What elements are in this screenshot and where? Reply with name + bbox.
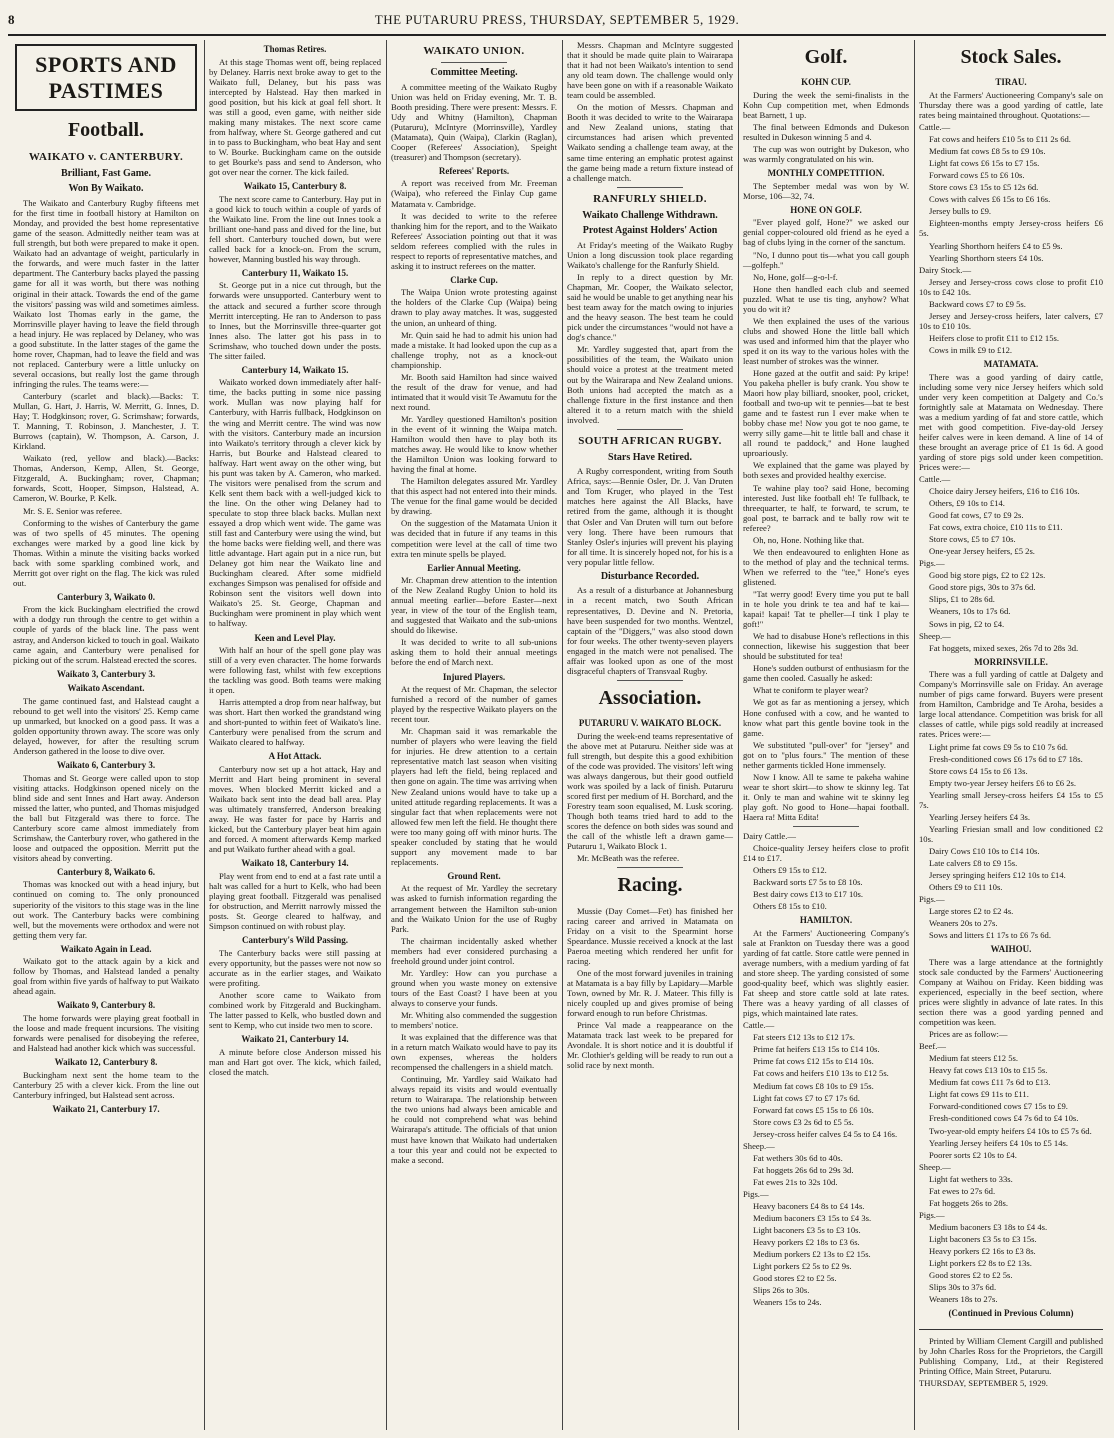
list-heading: Pigs.— bbox=[743, 1188, 769, 1199]
paragraph: We got as far as mentioning a jersey, which Hone confused with a cow, and he wanted to know what part this gentle bovine took in the game. bbox=[743, 697, 909, 738]
paragraph: At Friday's meeting of the Waikato Rugby Union a long discussion took place regarding Waikato's challenge for the Ranfurly Shield. bbox=[567, 239, 733, 270]
paragraph: At the request of Mr. Yardley the secretary was asked to furnish information regarding the arrangement between the Hamilton sub-union and the Waikato Union for the use of Rugby Park. bbox=[391, 883, 557, 934]
paragraph: From the kick Buckingham electrified the crowd with a dodgy run through the centre to get within a couple of yards of the black line. The pass went astray, and Anderson kicked to touch in goal. Waikato came again, and Canterbury were penalised for picking out of the scrum. Halstead erected the scores. bbox=[13, 604, 199, 665]
price-line: Heavy porkers £2 18s to £3 6s. bbox=[753, 1237, 860, 1248]
price-line: Others £9 to £11 10s. bbox=[929, 882, 1003, 893]
paragraph: St. George put in a nice cut through, but the forwards were unsupported. Canterbury went to the attack and secured a further score through Merritt intercepting. He ran to Anderson to pass to Innes, but the Morrinsville three-quarter got Innes also. The latter got his pass in to Scrimshaw, who touched down under the posts. The sitter failed. bbox=[209, 280, 381, 361]
paragraph: With half an hour of the spell gone play was still of a very even character. The home forwards were following fast, whilst with few exceptions the tackling was good. Both teams were making it open. bbox=[209, 645, 381, 696]
column-rule bbox=[914, 40, 915, 1430]
price-line: Fat hoggets, mixed sexes, 26s 7d to 28s 3d. bbox=[929, 642, 1079, 653]
subheading: Referees' Reports. bbox=[438, 165, 510, 176]
article-subtitle: Waikato Challenge Withdrawn. bbox=[582, 209, 718, 221]
price-line: Jersey and Jersey-cross cows close to profit £10 10s to £42 10s. bbox=[919, 276, 1103, 297]
paragraph: There was a good yarding of dairy cattle, including some very nice Jersey heifers which sold under very keen competition at Dalgety and Co.'s fortnightly sale at Matamata on Wednesday. There was a medium yarding of fat and store cattle, which met with good competition. Five-day-old Jersey heifer calves were in keen demand. A line of 14 of these brought an average price of £1 1s 6d. A good yarding of store pigs sold under keen competition. Prices were:— bbox=[919, 371, 1103, 472]
paragraph: A report was received from Mr. Freeman (Waipa), who refereed the Finlay Cup game Matamata v. Cambridge. bbox=[391, 178, 557, 209]
paragraph: Mr. Yardley questioned Hamilton's position in the event of it winning the Waipa match. Hamilton would then have to play both its matches away. He would like to know whether the Hamilton Union was looking forward to having the final at home. bbox=[391, 413, 557, 475]
price-line: Late calvers £8 to £9 15s. bbox=[929, 857, 1018, 868]
paragraph: Waikato (red, yellow and black).—Backs: Thomas, Anderson, Kemp, Allen, St. George, Fitzgerald, A. Buckingham; rover, Chapman; forwards, Scott, Hooper, Simpson, Halstead, A. Cameron, W. Bourke, P. Kelk. bbox=[13, 453, 199, 504]
subheading: Clarke Cup. bbox=[450, 274, 498, 285]
subheading: WAIHOU. bbox=[990, 944, 1032, 955]
score-line: Canterbury 14, Waikato 15. bbox=[241, 364, 349, 375]
paragraph: At the request of Mr. Chapman, the selector furnished a record of the number of games played by the respective Waikato players on the recent tour. bbox=[391, 684, 557, 725]
imprint-block bbox=[919, 1329, 1103, 1388]
price-line: Good stores £2 to £2 5s. bbox=[753, 1273, 837, 1284]
price-line: Eighteen-months empty Jersey-cross heifers £6 5s. bbox=[919, 218, 1103, 239]
paragraph: There was a full yarding of cattle at Dalgety and Company's Morrinsville sale on Friday. An average number of pigs came forward. Buyers were present from Hamilton, Cambridge and Te Aroha, besides a large local attendance. Competition was brisk for all classes of cattle, while pigs sold readily at increased rates. Prices were:— bbox=[919, 669, 1103, 740]
subheading: Waikato Again in Lead. bbox=[60, 943, 152, 954]
price-line: Choice-quality Jersey heifers close to profit £14 to £17. bbox=[743, 843, 909, 864]
price-line: Heavy baconers £4 8s to £4 14s. bbox=[753, 1201, 865, 1211]
masthead bbox=[8, 6, 1106, 36]
score-line: Waikato 3, Canterbury 3. bbox=[56, 668, 156, 679]
price-line: Prime fat cows £12 15s to £14 10s. bbox=[753, 1056, 874, 1067]
price-line: Good big store pigs, £2 to £2 12s. bbox=[929, 570, 1046, 581]
price-line: Medium fat cows £11 7s 6d to £13. bbox=[929, 1077, 1051, 1088]
list-heading: Cattle.— bbox=[919, 473, 951, 484]
price-line: Sows in pig, £2 to £4. bbox=[929, 618, 1005, 629]
price-line: Light baconers £3 5s to £3 10s. bbox=[753, 1225, 861, 1236]
subheading: Injured Players. bbox=[442, 671, 506, 682]
paragraph: The Hamilton delegates assured Mr. Yardley that this aspect had not entered into their minds. The venue for the final game would be decided by drawing. bbox=[391, 476, 557, 517]
price-line: Fat steers £12 13s to £12 17s. bbox=[753, 1032, 855, 1043]
price-line: Light fat cows £7 to £7 17s 6d. bbox=[753, 1092, 860, 1103]
paragraph: The Canterbury backs were still passing at every opportunity, but the passes were not now so accurate as in the earlier stages, and Waikato were profiting. bbox=[209, 947, 381, 988]
column-rule bbox=[738, 40, 739, 1430]
price-line: Fat hoggets 26s 6d to 29s 3d. bbox=[753, 1164, 854, 1175]
price-line: Forward-conditioned cows £7 15s to £9. bbox=[929, 1101, 1068, 1112]
paragraph: During the week the semi-finalists in the Kohn Cup competition met, when Edmonds beat Barnett, 1 up. bbox=[743, 89, 909, 120]
paragraph: Hone gazed at the outfit and said: Py kripe! You pakeha pheller is bufy crank. You show te Maori how play billiard, snooker, pool, cricket, football and two-up wit te pennies—bat te best game and te fastest run I ever make when te bobby chase me! Now you got te noo game, te werry silly game—hit te little ball and chase it all round te paddock," and Hone laughed uproariously. bbox=[743, 368, 909, 459]
paragraph: Mr. Whiting also commended the suggestion to members' notice. bbox=[391, 1009, 557, 1031]
subheading: Ground Rent. bbox=[447, 870, 501, 881]
price-line: Light fat wethers to 33s. bbox=[929, 1173, 1013, 1184]
price-line: Jersey-cross heifer calves £4 5s to £4 16s. bbox=[753, 1128, 898, 1139]
score-line: Waikato 21, Canterbury 14. bbox=[241, 1034, 349, 1045]
list-heading: Sheep.— bbox=[919, 630, 951, 641]
paragraph: On the suggestion of the Matamata Union it was decided that in future if any teams in this competition were level at the call of time two extra ten minute spells be played. bbox=[391, 518, 557, 559]
score-line: Canterbury 11, Waikato 15. bbox=[241, 267, 349, 278]
price-line: One-year Jersey heifers, £5 2s. bbox=[929, 546, 1035, 557]
price-line: Backward cows £7 to £9 5s. bbox=[929, 298, 1026, 309]
paragraph: The September medal was won by W. Morse, 106—32, 74. bbox=[743, 180, 909, 201]
subheading: Waikato Ascendant. bbox=[67, 683, 145, 694]
page-number: 8 bbox=[8, 12, 15, 27]
subheading: HONE ON GOLF. bbox=[790, 204, 862, 215]
paragraph: We substituted "pull-over" for "jersey" and got on to "plus fours." The mention of these nether garments tickled Hone immensely. bbox=[743, 739, 909, 770]
paragraph: Waikato worked down immediately after half-time, the backs putting in some nice passing work. Mullan was now playing half for Canterbury, with Harris fullback, Hodgkinson on the wing and Merritt centre. The wind was now with the visitors. Canterbury made an incursion into Waikato's territory through a clever kick by Harris, but Bourke and Halstead cleared to halfway. Hart went away on the other wing, but his punt was taken by A. Cameron, who marked. The visitors were penalised from the scrum and Kelk sent them back with a well-judged kick to the line. On the other wing Delaney had to speculate to stop three black backs. Mullan next essayed a drop which went wide. The game was still fast and Canterbury were using the wind, but the home backs were fielding well, and there was little advantage. Hart again put in a nice run, but Delaney got him near the Waikato line and Buckingham cleared. After some midfield exchanges Simpson was penalised for offside and Robinson sent the visitors well down into Waikato's 25. St. George, Chapman and Buckingham were prominent in play which went to halfway. bbox=[209, 377, 381, 629]
paragraph: Another score came to Waikato from combined work by Fitzgerald and Buckingham. The latter passed to Kelk, who bustled down and sent to Kemp, who cut inside two men to score. bbox=[209, 989, 381, 1031]
list-heading: Pigs.— bbox=[919, 558, 945, 569]
paragraph: The game continued fast, and Halstead caught a rebound to get well into the visitors' 25. Kemp came up unmarked, but knocked on a good pass. It was a golden opportunity thrown away. The score was only delayed, however, for after the resulting scrum Anderson gathered in the loose to dive over. bbox=[13, 695, 199, 756]
paragraph: We then explained the uses of the various clubs and showed Hone the little ball which was used and informed him that the player who sped it on its way to the various holes with the least number of strokes was the winner. bbox=[743, 315, 909, 366]
newspaper-title: THE PUTARURU PRESS, THURSDAY, SEPTEMBER 5, 1929. bbox=[374, 12, 740, 27]
price-line: Slips, £1 to 28s 6d. bbox=[929, 594, 995, 605]
score-line: Canterbury 8, Waikato 6. bbox=[56, 866, 156, 877]
score-line: Waikato 21, Canterbury 17. bbox=[52, 1103, 160, 1114]
subheading: HAMILTON. bbox=[799, 915, 853, 926]
list-heading: Beef.— bbox=[919, 1041, 946, 1052]
price-line: Forward cows £5 to £6 10s. bbox=[929, 170, 1025, 181]
divider bbox=[617, 187, 683, 188]
price-line: Yearling small Jersey-cross heifers £4 15s to £5 7s. bbox=[919, 789, 1103, 810]
subheading: Earlier Annual Meeting. bbox=[427, 562, 521, 573]
paragraph: The final between Edmonds and Dukeson resulted in Dukeson winning 5 and 4. bbox=[743, 122, 909, 143]
score-line: Waikato 18, Canterbury 14. bbox=[241, 858, 349, 869]
paragraph: Mr. Quin said he had to admit his union had made a mistake. It had looked upon the cup as a challenge trophy, not as a knock-out championship. bbox=[391, 329, 557, 370]
paragraph: Mr. Yardley: How can you purchase a ground when you waste money on extensive tours of the East Coast? I have been at you always to conserve your funds. bbox=[391, 967, 557, 1008]
paragraph: At the Farmers' Auctioneering Company's sale at Frankton on Tuesday there was a good yarding of fat cattle. Store cattle were penned in average numbers, with a medium yarding of fat and store sheep. The yarding consisted of some good-quality beef, which was slightly easier. Fat sheep and store cattle sold at late rates. There was a heavy yarding of all classes of pigs, which maintained late rates. bbox=[743, 927, 909, 1019]
price-line: Medium baconers £3 15s to £4 3s. bbox=[753, 1213, 872, 1224]
paragraph: There was a large attendance at the fortnightly stock sale conducted by the Farmers' Auctioneering Company at Waihou on Friday. Keen bidding was experienced, especially in the beef section, where prices were slightly in advance of late rates. In this section there was a good yarding penned and competition was keen. bbox=[919, 956, 1103, 1028]
paragraph: Te wahine play too? said Hone, becoming interested. Just like football eh! Te fullback, te threequarter, te half, te forward, te scrum, te goal post, te barrack and te bally row wit te referee? bbox=[743, 482, 909, 533]
column-rule bbox=[386, 40, 387, 1430]
match-result: Won By Waikato. bbox=[68, 183, 144, 195]
price-line: Sows and litters £1 17s to £6 7s 6d. bbox=[929, 930, 1051, 941]
paragraph: "Tat werry good! Every time you put te ball in te hole you drink te tea and haf te kai—kapai! kapai! Tat te pheller—I tink I play te goft!" bbox=[743, 589, 909, 630]
subheading: MORRINSVILLE. bbox=[974, 656, 1048, 667]
paragraph: Mussie (Day Comet—Fet) has finished her racing career and arrived in Matamata on Friday on a visit to the Spearmint horse Speardance. Mussie received a knock at the last Paeroa meeting which rendered her unfit for racing. bbox=[567, 905, 733, 966]
price-line: Weaners 20s to 27s. bbox=[929, 918, 998, 929]
column-waikato-union bbox=[388, 40, 560, 1430]
score-line: Waikato 15, Canterbury 8. bbox=[243, 181, 347, 192]
section-title: SPORTS AND PASTIMES bbox=[15, 44, 197, 111]
paragraph: Oh, no, Hone. Nothing like that. bbox=[753, 534, 864, 545]
paragraph: The Waikato and Canterbury Rugby fifteens met for the first time in football history at Hamilton on Monday, and provided the best home representative game of the season. Admittedly neither team was at full strength, but both were prepared to make it open. Waikato had an advantage of weight, particularly in the forwards, and were much faster in the latter department. The Canterbury backs played the passing game for all it was worth, but there was nothing original in their attack. Towards the end of the game the visitors' passing was wild and sometimes aimless. Waikato lost Thomas early in the game, the Morrinsville player having to leave the field through a head injury. He was replaced by Delaney, who was a good substitute. In the latter stages of the game the home rover, Chapman, had to leave the field and was not replaced. Canterbury were a little unlucky on several occasions, but really lost the game through infringing the rules. The teams were:— bbox=[13, 198, 199, 389]
paragraph: Conforming to the wishes of Canterbury the game was of two spells of 45 minutes. The opening exchanges were marked by a good line kick by Thomas. Within a minute the visiting backs worked back with some sparkling combined work, and Merritt got over right on the flag. The kick was ruled out. bbox=[13, 517, 199, 588]
subheading: Canterbury's Wild Passing. bbox=[242, 935, 348, 946]
article-subtitle: Protest Against Holders' Action bbox=[582, 225, 718, 237]
subheading: TIRAU. bbox=[995, 77, 1027, 88]
paragraph: It was decided to write to the referee thanking him for the report, and to the Waikato Referees' Association pointing out that it was seldom referees complied with the rules in respect to reports of representative matches, and asking it to instruct referees on the matter. bbox=[391, 210, 557, 271]
imprint-date: THURSDAY, SEPTEMBER 5, 1929. bbox=[919, 1377, 1048, 1388]
column-rule bbox=[204, 40, 205, 1430]
price-line: Others, £9 10s to £14. bbox=[929, 498, 1005, 509]
price-line: Medium fat steers £12 5s. bbox=[929, 1053, 1019, 1064]
divider bbox=[617, 680, 683, 681]
divider bbox=[617, 867, 683, 868]
price-line: Dairy Cows £10 10s to £14 10s. bbox=[929, 845, 1040, 856]
paragraph: We had to disabuse Hone's reflections in this connection, likewise his suggestion that beer should be substituted for tea! bbox=[743, 631, 909, 662]
paragraph: Hone's sudden outburst of enthusiasm for the game then cooled. Casually he asked: bbox=[743, 663, 909, 684]
price-line: Others £8 15s to £10. bbox=[753, 901, 827, 912]
subheading: PUTARURU V. WAIKATO BLOCK. bbox=[578, 718, 722, 729]
paragraph: Mr. McBeath was the referee. bbox=[577, 853, 680, 864]
list-heading: Dairy Stock.— bbox=[919, 264, 972, 275]
paragraph: "No, I dunno pout tis—what you call gouph—golfeph." bbox=[743, 249, 909, 270]
price-line: Backward sorts £7 5s to £8 10s. bbox=[753, 877, 863, 888]
price-line: Fat ewes to 27s 6d. bbox=[929, 1185, 996, 1196]
list-heading: Cattle.— bbox=[743, 1020, 775, 1031]
paragraph: Play went from end to end at a fast rate until a halt was called for a hurt to Kelk, who had been playing great football. Fitzgerald was penalised for obstruction, and Merritt narrowly missed the posts. St. George cleared to halfway, and Simpson continued on with robust play. bbox=[209, 870, 381, 932]
list-heading: Sheep.— bbox=[743, 1140, 775, 1151]
paragraph: Mr. Chapman said it was remarkable the number of players who were leaving the field for injuries. He drew attention to a certain representative match last season when visiting players had left the field, being replaced and then gone on again. The time was arriving when New Zealand unions would have to take up a united attitude regarding replacements. It was a singular fact that when replacements were not allowed few men left the field. He thought there were too many going off with minor hurts. The speaker concluded by stating that he would support any movement made to bar replacements. bbox=[391, 726, 557, 867]
imprint: Printed by William Clement Cargill and published by John Charles Ross for the Proprietors, the Cargill Publishing Company, Ltd., at their Registered Printing Office, Main Street, Putaruru. bbox=[919, 1335, 1103, 1376]
section-heading: Golf. bbox=[804, 46, 848, 68]
subheading: A Hot Attack. bbox=[268, 751, 322, 762]
article-subtitle: Disturbance Recorded. bbox=[600, 570, 700, 582]
price-line: Store cows £4 15s to £6 13s. bbox=[929, 765, 1028, 776]
price-line: Light baconers £3 5s to £3 15s. bbox=[929, 1233, 1037, 1244]
paragraph: Thomas was knocked out with a head injury, but continued on coming to. The only pronounced superiority of the visitors to this stage was in the line out work. The Canterbury backs were combining well, but the movements were orthodox and were not getting them very far. bbox=[13, 879, 199, 940]
list-heading: Dairy Cattle.— bbox=[743, 831, 796, 842]
paragraph: The cup was won outright by Dukeson, who was warmly congratulated on his win. bbox=[743, 144, 909, 165]
price-line: Jersey and Jersey-cross heifers, later calvers, £7 10s to £10 10s. bbox=[919, 310, 1103, 331]
subheading: MATAMATA. bbox=[983, 358, 1039, 369]
article-title: WAIKATO UNION. bbox=[423, 45, 525, 57]
price-line: Store cows, £5 to £7 10s. bbox=[929, 534, 1016, 545]
price-line: Light fat cows £6 15s to £7 15s. bbox=[929, 158, 1040, 169]
price-line: Choice dairy Jersey heifers, £16 to £16 10s. bbox=[929, 486, 1080, 497]
price-line: Jersey springing heifers £12 10s to £14. bbox=[929, 870, 1066, 881]
column-golf bbox=[740, 40, 912, 1430]
subheading: Keen and Level Play. bbox=[254, 632, 336, 643]
price-line: Store cows £3 15s to £5 12s 6d. bbox=[929, 182, 1039, 193]
subheading: MONTHLY COMPETITION. bbox=[767, 168, 885, 179]
price-line: Slips 30s to 37s 6d. bbox=[929, 1282, 997, 1293]
article-subtitle: Stars Have Retired. bbox=[608, 451, 692, 463]
paragraph: We then endeavoured to enlighten Hone as to the method of play and the technical terms. When we referred to the "tee," Hone's eyes glistened. bbox=[743, 546, 909, 587]
divider bbox=[617, 429, 683, 430]
list-heading: Cattle.— bbox=[919, 122, 951, 133]
price-line: Weaners, 10s to 17s 6d. bbox=[929, 606, 1011, 617]
price-line: Medium baconers £3 18s to £4 4s. bbox=[929, 1221, 1048, 1232]
column-football bbox=[10, 40, 202, 1430]
price-line: Fat cows and heifers £10 13s to £12 5s. bbox=[753, 1068, 889, 1079]
continued-note: (Continued in Previous Column) bbox=[948, 1308, 1074, 1319]
paragraph: As a result of a disturbance at Johannesburg in a recent match, two South African representatives, D. Devine and N. Pretoria, have been suspended for two months. Wentzel, captain of the "Diggers," was also stood down for four weeks. The other twenty-seven players engaged in the match were not penalised. The affair was looked upon as one of the most disgraceful chapters of Transvaal Rugby. bbox=[567, 585, 733, 676]
football-heading: Football. bbox=[67, 119, 145, 142]
paragraph: The next score came to Canterbury. Hay put in a good kick to touch within a couple of yards of the Waikato line. From the line out Innes took a brilliant one-hand pass and dived for the line, but fell short. Canterbury touched down, but were called back for a knock-on. From the scrum, however, Manning bustled his way through. bbox=[209, 193, 381, 264]
column-stock-sales bbox=[916, 40, 1106, 1430]
paragraph: It was explained that the difference was that in a return match Waikato would have to pay its own expenses, whereas the holders recompensed the challengers in a shield match. bbox=[391, 1032, 557, 1073]
paragraph: Harris attempted a drop from near halfway, but was short. Hart then worked the grandstand wing and short-punted to within feet of Waikato's line. Canterbury were penalised from the scrum and Waikato cleared to halfway. bbox=[209, 697, 381, 748]
score-line: Canterbury 3, Waikato 0. bbox=[56, 591, 156, 602]
article-title: RANFURLY SHIELD. bbox=[593, 192, 707, 205]
price-line: Empty two-year Jersey heifers £6 to £6 2s. bbox=[929, 777, 1077, 788]
column-ranfurly-association-racing bbox=[564, 40, 736, 1430]
paragraph: During the week-end teams representative of the above met at Putaruru. Neither side was at full strength, but despite this a good exhibition of the code was provided. The visitors' left wing was always dangerous, but their good outfield work was spoiled by a lack of finish. Putaruru scored first per medium of H. Borchard, and the Forestry team soon equalised, M. Lusk scoring. Though both teams tried hard to add to the scores the defence on both sides was sound and the call of the whistle left a drawn game—Putaruru 1, Waikato Block 1. bbox=[567, 730, 733, 852]
subheading: KOHN CUP. bbox=[801, 77, 851, 88]
subheading: Thomas Retires. bbox=[263, 44, 327, 54]
paragraph: Waikato got to the attack again by a kick and follow by Thomas, and Halstead landed a penalty goal from within five yards of halfway to put Waikato ahead again. bbox=[13, 956, 199, 997]
price-line: Medium fat cows £8 5s to £9 10s. bbox=[929, 146, 1046, 157]
price-line: Yearling Jersey heifers £4 10s to £5 14s. bbox=[929, 1137, 1068, 1148]
price-line: Good fat cows, £7 to £9 2s. bbox=[929, 510, 1024, 521]
price-line: Heavy porkers £2 16s to £3 8s. bbox=[929, 1246, 1036, 1256]
paragraph: On the motion of Messrs. Chapman and Booth it was decided to write to the Wairarapa and New Zealand unions, stating that circumstances had arisen which prevented Waikato sending a challenge team away, at the same time entering an emphatic protest against the game being made a return fixture instead of a challenge match. bbox=[567, 102, 733, 183]
paragraph: Mr. Booth said Hamilton had since waived the result of the draw for venue, and had intimated that it would visit Te Awamutu for the next round. bbox=[391, 371, 557, 412]
price-line: Fat cows and heifers £10 5s to £11 2s 6d. bbox=[929, 134, 1071, 145]
paragraph: A committee meeting of the Waikato Rugby Union was held on Friday evening, Mr. T. B. Booth presiding. There were present: Messrs. F. Udy and Whitny (Hamilton), Chapman (Putaruru), McIntyre (Morrinsville), Yardley (Matamata), Quin (Waipa), Clarkin (Raglan), Cooper (Referees' Association), Speight (treasurer) and Thompson (secretary). bbox=[391, 81, 557, 162]
price-line: Medium fat cows £8 10s to £9 15s. bbox=[753, 1080, 874, 1091]
price-line: Large stores £2 to £2 4s. bbox=[929, 906, 1014, 917]
divider bbox=[441, 62, 507, 63]
paragraph: Canterbury (scarlet and black).—Backs: T. Mullan, G. Hart, J. Harris, W. Merritt, G. Innes, D. Hay; T. Hodgkinson; rover, G. Scrimshaw; forwards, T. Manning, T. Robinson, J. Manchester, J. T. Burrows (captain), W. Thompson, A. Carson, J. Kirkland. bbox=[13, 390, 199, 452]
paragraph: Mr. Chapman drew attention to the intention of the New Zealand Rugby Union to hold its annual meeting earlier—before Easter—next year, in view of the tour of the English team, and suggested that Waikato and the sub-unions should do likewise. bbox=[391, 575, 557, 636]
section-heading: Association. bbox=[598, 686, 702, 709]
price-line: Fat ewes 21s to 32s 10d. bbox=[753, 1176, 838, 1187]
price-line: Light prime fat cows £9 5s to £10 7s 6d. bbox=[929, 741, 1068, 752]
price-line: Weaners 18s to 27s. bbox=[929, 1294, 998, 1305]
price-line: Poorer sorts £2 10s to £4. bbox=[929, 1149, 1017, 1160]
price-line: Light porkers £2 5s to £2 9s. bbox=[753, 1261, 852, 1272]
paragraph: One of the most forward juveniles in training at Matamata is a bay filly by Lapidary—Marble Town, owned by Mr. R. J. Mateer. This filly is nicely coupled up and gives promise of being forward enough to run before Christmas. bbox=[567, 968, 733, 1019]
list-heading: Sheep.— bbox=[919, 1161, 951, 1172]
paragraph: The Waipa Union wrote protesting against the holders of the Clarke Cup (Waipa) being drawn to play away matches. It was, suggested the union, an unheard of thing. bbox=[391, 287, 557, 328]
price-line: Others £9 15s to £12. bbox=[753, 865, 827, 876]
paragraph: The chairman incidentally asked whether members had ever considered purchasing a freehold ground under joint control. bbox=[391, 935, 557, 966]
paragraph: It was decided to write to all sub-unions asking them to hold their annual meetings before the end of March next. bbox=[391, 637, 557, 668]
price-line: Heavy fat cows £13 10s to £15 5s. bbox=[929, 1065, 1048, 1076]
price-line: Yearling Jersey heifers £4 3s. bbox=[929, 811, 1031, 822]
paragraph: A Rugby correspondent, writing from South Africa, says:—Bennie Osler, Dr. J. Van Druten and Tom Kruger, who played in the Test matches here against the All Blacks, have retired from the game, although it is thought that Osler and Van Druten will turn out before very long. There have been rumours that Stanley Osler's injuries will prevent his playing for all time. It is sincerely hoped not, for his is a very popular little fellow. bbox=[567, 466, 733, 567]
price-line: Two-year-old empty heifers £4 10s to £5 7s 6d. bbox=[929, 1125, 1092, 1136]
price-line: Prime fat heifers £13 15s to £14 10s. bbox=[753, 1044, 880, 1055]
price-line: Good store pigs, 30s to 37s 6d. bbox=[929, 582, 1036, 593]
price-line: Light porkers £2 8s to £2 13s. bbox=[929, 1258, 1032, 1269]
price-line: Store cows £3 2s 6d to £5 5s. bbox=[753, 1116, 854, 1127]
section-heading: Racing. bbox=[617, 874, 683, 897]
paragraph: Hone then handled each club and seemed puzzled. What te use tis ting, anyhow? What you do wit it? bbox=[743, 283, 909, 314]
article-title: SOUTH AFRICAN RUGBY. bbox=[578, 434, 722, 447]
price-line: Fat hoggets 26s to 28s. bbox=[929, 1197, 1009, 1208]
match-title: WAIKATO v. CANTERBURY. bbox=[28, 150, 184, 163]
paragraph: Continuing, Mr. Yardley said Waikato had always repaid its visits and would eventually return to Wairarapa. The relationship between the two unions had always been amicable and he could not comprehend what was behind Wairarapa's attitude. The officials of that union must have known that Waikato had undertaken a tour this year and could not be expected to make a second. bbox=[391, 1074, 557, 1165]
price-line: Slips 26s to 30s. bbox=[753, 1285, 810, 1296]
paragraph: The home forwards were playing great football in the loose and made frequent incursions. The visiting forwards were penalised for disobeying the referee, and Halstead had another kick which was successful. bbox=[13, 1012, 199, 1054]
paragraph: Canterbury now set up a hot attack, Hay and Merritt and Hart being prominent in several moves. When blocked Merritt kicked and a Waikato back sent into the dead ball area. Play was ultimately transferred, Anderson breaking away. He was faster for pace by Harris and kicked, but the Canterbury player beat him again and forced. A moment afterwards Kemp marked and put Waikato further ahead with a goal. bbox=[209, 764, 381, 855]
list-heading: Pigs.— bbox=[919, 894, 945, 905]
price-line: Fresh-conditioned cows £6 17s 6d to £7 18s. bbox=[929, 753, 1083, 764]
divider bbox=[793, 826, 859, 827]
price-line: Best dairy cows £13 to £17 10s. bbox=[753, 889, 864, 900]
price-line: Jersey bulls to £9. bbox=[929, 206, 992, 217]
price-line: Fresh-conditioned cows £4 7s 6d to £4 10s. bbox=[929, 1113, 1079, 1124]
score-line: Waikato 6, Canterbury 3. bbox=[56, 759, 156, 770]
paragraph: Now I know. All te same te pakeha wahine wear te short skirt—to show te skinny leg. Tat it. Only te man and wahine wit te skinny leg play goft. No good to Hone—hapai football. Haera ra! Mitta Edita! bbox=[743, 771, 909, 822]
price-line: Yearling Friesian small and low conditioned £2 10s. bbox=[919, 823, 1103, 844]
match-subtitle: Brilliant, Fast Game. bbox=[61, 167, 151, 179]
paragraph: Mr. Yardley suggested that, apart from the possibilities of the team, the Waikato union should voice a protest at the treatment meted out by the Wairarapa and New Zealand unions. Both unions had accepted the match as a challenge fixture in the first instance and then altered it to a return match with the shield involved. bbox=[567, 344, 733, 425]
paragraph: "Ever played golf, Hone?" we asked our genial copper-coloured old friend as he eyed a bag of clubs lying in the corner of the sanctum. bbox=[743, 217, 909, 248]
paragraph: We explained that the game was played by both sexes and provided healthy exercise. bbox=[743, 460, 909, 481]
price-line: Fat cows, extra choice, £10 11s to £11. bbox=[929, 522, 1063, 533]
paragraph: In reply to a direct question by Mr. Chapman, Mr. Cooper, the Waikato selector, said he would be unable to get anything near his best team away for the match owing to injuries and the heavy season. The best team he could pick under the circumstances "would not have a dog's chance." bbox=[567, 272, 733, 343]
price-line: Light fat cows £9 11s to £11. bbox=[929, 1089, 1029, 1100]
paragraph: Prince Val made a reappearance on the Matamata track last week to be prepared for Avondale. It is short notice and it is doubtful if Mr. Clothier's gelding will be ready to run out a solid race by next month. bbox=[567, 1020, 733, 1071]
price-line: Heifers close to profit £11 to £12 15s. bbox=[929, 332, 1059, 343]
paragraph: Prices are as follow:— bbox=[929, 1029, 1008, 1040]
paragraph: At the Farmers' Auctioneering Company's sale on Thursday there was a good yarding of cattle, late rates being maintained throughout. Quotations:— bbox=[919, 89, 1103, 120]
paragraph: Messrs. Chapman and McIntyre suggested that it should be made quite plain to Wairarapa that it had not been Waikato's intention to send any old team down. The challenge would only have been gone on with if a reasonable Waikato team could be assembled. bbox=[567, 40, 733, 101]
paragraph: A minute before close Anderson missed his man and Hart got over. The kick, which failed, closed the match. bbox=[209, 1046, 381, 1077]
column-rule bbox=[562, 40, 563, 1430]
column-football-continued bbox=[206, 40, 384, 1430]
price-line: Fat wethers 30s 6d to 40s. bbox=[753, 1152, 843, 1163]
paragraph: Buckingham next sent the home team to the Canterbury 25 with a clever kick. From the line out Canterbury infringed, but Halstead sent across. bbox=[13, 1069, 199, 1100]
score-line: Waikato 12, Canterbury 8. bbox=[54, 1057, 158, 1068]
paragraph: What te coniform te player wear? bbox=[753, 685, 869, 696]
price-line: Cows with calves £6 15s to £6 16s. bbox=[929, 194, 1051, 205]
paragraph: At this stage Thomas went off, being replaced by Delaney. Harris next broke away to get to the Waikato full, Delaney, but his pass was intercepted by Halstead. Hay then marked in good position, but his kick at goal fell short. It was still a good, even game, with neither side making many mistakes. The next score came from halfway, where St. George gathered and cut in to pass to Buckingham, who beat Hay and sent to W. Bourke. Buckingham came on the outside to get Bourke's pass and send to Anderson, who got over near the corner. The kick failed. bbox=[209, 56, 381, 178]
article-subtitle: Committee Meeting. bbox=[430, 66, 518, 78]
price-line: Forward fat cows £5 15s to £6 10s. bbox=[753, 1104, 874, 1115]
price-line: Good stores £2 to £2 5s. bbox=[929, 1270, 1013, 1281]
paragraph: No, Hone, golf—g-o-l-f. bbox=[753, 271, 838, 282]
price-line: Weaners 15s to 24s. bbox=[753, 1297, 822, 1308]
score-line: Waikato 9, Canterbury 8. bbox=[56, 1000, 156, 1011]
price-line: Yearling Shorthorn steers £4 10s. bbox=[929, 252, 1044, 263]
paragraph: Thomas and St. George were called upon to stop visiting attacks. Hodgkinson opened nicely on the blind side and sent Innes and Hart away. Anderson missed the latter, who punted, and Thomas misjudged the ball but Fitzgerald was there to force. The Canterbury score came almost immediately from Scrimshaw, the Canterbury rover, who gathered in the loose and outpaced the opposition. Merritt put the visitors ahead by converting. bbox=[13, 772, 199, 863]
price-line: Yearling Shorthorn heifers £4 to £5 9s. bbox=[929, 240, 1063, 251]
price-line: Cows in milk £9 to £12. bbox=[929, 344, 1013, 355]
list-heading: Pigs.— bbox=[919, 1209, 945, 1220]
section-heading: Stock Sales. bbox=[960, 46, 1062, 68]
paragraph: Mr. S. E. Senior was referee. bbox=[23, 505, 123, 516]
price-line: Medium porkers £2 13s to £2 15s. bbox=[753, 1249, 871, 1260]
